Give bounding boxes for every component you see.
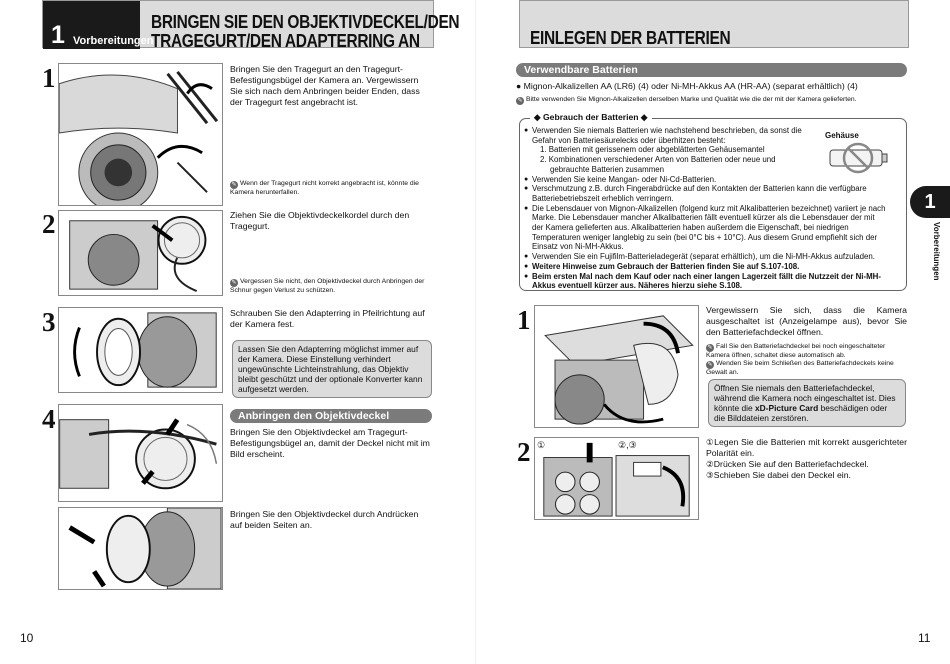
damaged-battery-icon: [826, 140, 898, 174]
right-step1-text: Vergewissern Sie sich, dass die Kamera ausgeschaltet ist (Anzeigelampe aus), bevor Sie den Batteriefachdeckel öffnen.: [706, 305, 907, 337]
bullet: ●: [524, 185, 529, 193]
left-title-line2: TRAGEGURT/DEN ADAPTERRING AN: [151, 31, 420, 51]
list-item: [524, 262, 902, 272]
list-item: ①Legen Sie die Batterien mit korrekt ausgerichteter Polarität ein.: [706, 437, 907, 458]
item-text: Weitere Hinweise zum Gebrauch der Batterien finden Sie auf S.107-108.: [532, 261, 800, 271]
battery-cover-open-illustration: [534, 305, 699, 428]
bullet: [524, 136, 532, 146]
step-number: 1: [517, 305, 531, 335]
step-number: 4: [42, 404, 56, 434]
item-text: Verwenden Sie keine Mangan- oder Ni-Cd-Batterien.: [532, 174, 717, 184]
note-icon: ✎: [707, 345, 713, 351]
lens-cap-cord-illustration: [58, 210, 223, 296]
bullet: ●: [524, 127, 529, 134]
item-text: Temperaturen weniger langlebig zu sein (bei 0°C bis + 10°C). Aus diesem Grund empfiehlt sich der: [532, 232, 878, 242]
note-icon: ✎: [707, 362, 713, 368]
step1-note-text: Wenn der Tragegurt nicht korrekt angebracht ist, könnte die Kamera herunterfallen.: [230, 180, 419, 196]
step2-note: [230, 278, 432, 295]
bullet: ●: [524, 262, 529, 270]
item-text: 1. Batterien mit gerissenem oder abgeblätterten Gehäusemantel: [540, 145, 765, 155]
warning-text-a: Öffnen Sie niemals den Batteriefachdeckel, während die Kamera noch eingeschaltet ist. Dies könnte die: [714, 383, 896, 413]
side-label: Vorbereitungen: [932, 222, 941, 281]
item-text: 2. Kombinationen verschiedener Arten von Batterien oder neue und: [540, 155, 776, 165]
step2-callout-23: ②,③: [618, 440, 637, 450]
list-item: [524, 204, 902, 214]
page-number-right: 11: [918, 631, 931, 645]
step1-text: Bringen Sie den Tragegurt an den Tragegurt-Befestigungsbügel der Kamera an. Vergewissern Sie sich nach dem Anbringen beider Enden, dass der Tragegurt fest angebracht ist.: [230, 64, 420, 107]
item-text: Batteriebetriebszeit erheblich verringern.: [532, 193, 674, 203]
list-item: ②Drücken Sie auf den Batteriefachdeckel.: [706, 459, 869, 469]
lens-cap-press-text: Bringen Sie den Objektivdeckel durch Andrücken auf beiden Seiten an.: [230, 509, 419, 530]
item-text: der Kamera gelieferten aus. Alkalibatterien haben außerdem die Eigenschaft, bei niedrigen: [532, 223, 849, 233]
step2-note-text: Vergessen Sie nicht, den Objektivdeckel durch Anbringen der Schnur gegen Verlust zu schützen.: [230, 278, 425, 294]
lens-cap-strap-illustration: [58, 404, 223, 502]
list-item: [524, 213, 902, 223]
adapter-ring-illustration: [58, 307, 223, 393]
step-number: 3: [42, 307, 56, 337]
usage-title: ◆ Gebrauch der Batterien ◆: [530, 112, 652, 123]
step2-text: Ziehen Sie die Objektivdeckelkordel durch den Tragegurt.: [230, 210, 410, 231]
adapter-caution-box: Lassen Sie den Adapterring möglichst immer auf der Kamera. Diese Einstellung verhindert ungewünschte Lichteinstrahlung, das Objektiv bleibt geschützt und der optionale Konverter kann aufgesetzt werden.: [232, 340, 432, 398]
item-text: Gefahr von Batteriesäurelecks oder überhitzen besteht:: [532, 135, 726, 145]
right-step1-note2: [706, 360, 907, 377]
bullet: [524, 242, 532, 252]
warning-text-bold: xD-Picture Card: [754, 403, 819, 413]
step2-callout-1: ①: [537, 440, 546, 450]
chapter-side-tab: [910, 186, 950, 292]
lens-cap-press-illustration: [58, 507, 223, 590]
item-text: Verwenden Sie ein Fujifilm-Batterieladegerät (separat erhältlich), um die Ni-MH-Akkus aufzuladen.: [532, 252, 875, 262]
right-step2-list: [706, 437, 907, 481]
right-step1-note2-text: Wenden Sie beim Schließen des Batteriefachdeckels keine Gewalt an.: [706, 360, 894, 376]
battery-housing-label: Gehäuse: [825, 131, 859, 140]
left-page-title: [151, 13, 459, 51]
item-text: Verschmutzung z.B. durch Fingerabdrücke auf den Kontakten der Batterien kann die verfügbare: [532, 184, 867, 194]
item-text: Beim ersten Mal nach dem Kauf oder nach einer langen Lagerzeit fällt die Nutzzeit der Ni-MH-: [532, 271, 882, 281]
list-item: ③Schieben Sie dabei den Deckel ein.: [706, 470, 851, 480]
step1-note: [230, 180, 432, 197]
bullet: [524, 165, 532, 175]
list-item: [524, 233, 902, 243]
step3-text: Schrauben Sie den Adapterring in Pfeilrichtung auf der Kamera fest.: [230, 308, 425, 329]
left-title-line1: BRINGEN SIE DEN OBJEKTIVDECKEL/DEN: [151, 12, 460, 32]
right-step1-note1: [706, 343, 907, 360]
bullet: ●: [524, 253, 529, 261]
list-item: [524, 272, 902, 282]
note-icon: ✎: [231, 280, 237, 286]
batteries-note-text: Bitte verwenden Sie Mignon-Alkalizellen derselben Marke und Qualität wie die der mit der Kamera gelieferten.: [526, 96, 857, 103]
section-pill: Anbringen den Objektivdeckel: [230, 409, 432, 423]
list-item: [524, 184, 902, 194]
bullet: ●: [516, 81, 524, 91]
item-text: Akkus eventuell kürzer aus. Näheres hierzu siehe S.108.: [532, 281, 743, 291]
list-item: [524, 281, 902, 291]
page-number-left: 10: [20, 631, 34, 645]
step4-text: Bringen Sie den Objektivdeckel am Tragegurt-Befestigungsbügel an, damit der Deckel nicht mit im Bild erscheint.: [230, 427, 430, 459]
item-text: Die Lebensdauer von Mignon-Alkalizellen (folgend kurz mit Alkalibatterien bezeichnet) variiert je nach: [532, 203, 886, 213]
batteries-text: Mignon-Alkalizellen AA (LR6) (4) oder Ni-MH-Akkus AA (HR-AA) (separat erhältlich) (4): [523, 81, 858, 91]
page-gutter: [475, 0, 476, 664]
note-icon: ✎: [231, 182, 237, 188]
left-header: [42, 0, 460, 51]
bullet: ●: [524, 272, 529, 280]
batteries-note: [516, 96, 907, 105]
bullet: [524, 281, 532, 291]
batteries-line: [516, 81, 907, 92]
list-item: [524, 175, 902, 185]
bullet: [524, 194, 532, 204]
bullet: [524, 213, 532, 223]
item-text: gebrauchte Batterien zusammen: [550, 164, 665, 174]
bullet: ●: [524, 175, 529, 183]
side-number: 1: [910, 186, 950, 218]
item-text: Einsatz von Ni-MH-Akkus.: [532, 242, 624, 252]
bullet: [524, 155, 532, 165]
list-item: [524, 223, 902, 233]
right-step1-note1-text: Fall Sie den Batteriefachdeckel bei noch eingeschalteter Kamera öffnen, schaltet diese automatisch ab.: [706, 343, 886, 359]
chapter-chip: [43, 1, 154, 49]
item-text: Verwenden Sie niemals Batterien wie nachstehend beschrieben, da sonst die: [532, 126, 802, 135]
section-pill: Verwendbare Batterien: [516, 63, 907, 77]
bullet: ●: [524, 204, 529, 212]
list-item: [524, 252, 902, 262]
right-page-title: EINLEGEN DER BATTERIEN: [530, 28, 731, 48]
note-icon: ✎: [517, 98, 523, 104]
list-item: [524, 194, 902, 204]
bullet: [524, 233, 532, 243]
step-number: 1: [42, 63, 56, 93]
item-text: Marke. Die Lebensdauer mancher Alkalibatterien fällt eventuell kürzer als die Lebensdauer der mit: [532, 213, 875, 223]
bullet: [524, 145, 532, 155]
chapter-number: 1: [51, 21, 65, 49]
step-number: 2: [42, 209, 56, 239]
strap-illustration: [58, 63, 223, 206]
step-number: 2: [517, 437, 531, 467]
warning-text-b: beschädigen oder die Bilddateien zerstören.: [714, 403, 888, 423]
right-header: [519, 0, 909, 48]
chapter-label: Vorbereitungen: [73, 35, 154, 47]
list-item: [524, 242, 902, 252]
bullet: [524, 223, 532, 233]
battery-cover-warning-box: [708, 379, 906, 427]
